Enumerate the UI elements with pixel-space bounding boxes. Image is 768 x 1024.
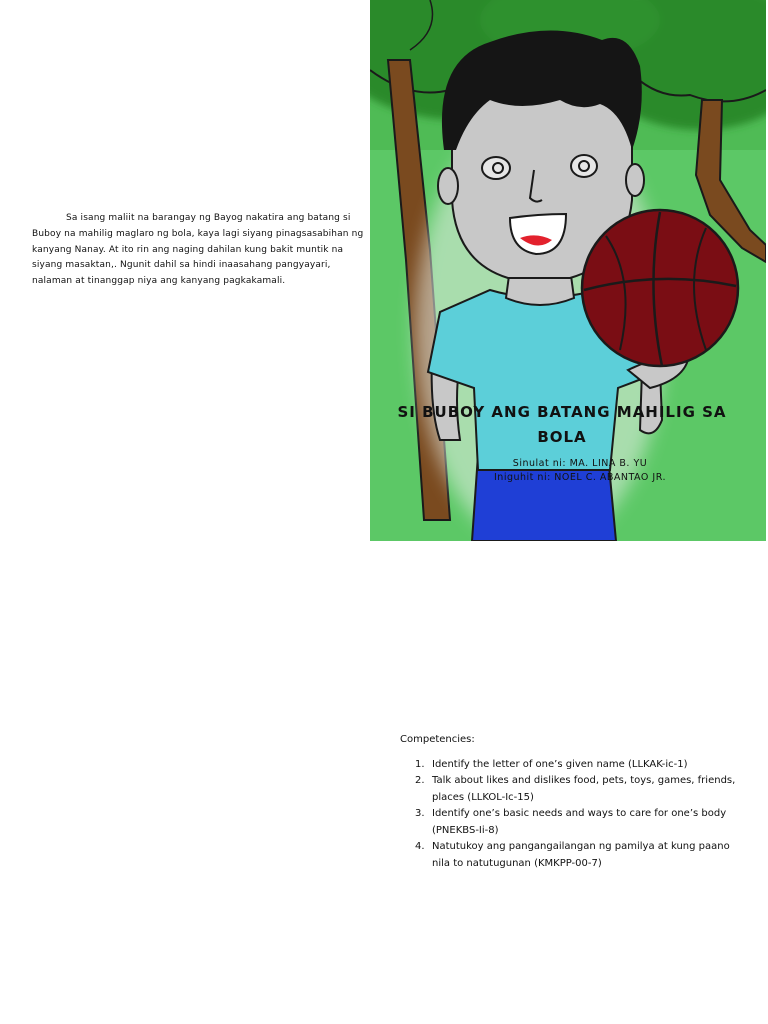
basketball xyxy=(582,210,738,366)
competency-text: Identify the letter of one’s given name (LLKAK-ic-1) xyxy=(432,758,688,770)
competencies-section xyxy=(400,732,740,872)
competency-number: 2. xyxy=(415,775,425,786)
illustrator-credit: Iniguhit ni: NOEL C. ABANTAO JR. xyxy=(494,472,666,483)
competency-text: Talk about likes and dislikes food, pets, toys, games, friends, places (LLKOL-Ic-15) xyxy=(432,775,736,803)
book-cover xyxy=(370,0,766,541)
competency-number: 1. xyxy=(415,758,425,770)
competency-number: 4. xyxy=(415,841,425,852)
competencies-list xyxy=(400,757,740,873)
competency-item xyxy=(400,839,740,872)
competency-number: 3. xyxy=(415,808,425,819)
book-title: SI BUBOY ANG BATANG MAHILIG SA BOLA xyxy=(397,403,727,446)
competencies-heading: Competencies: xyxy=(400,734,475,745)
author-credit: Sinulat ni: MA. LINA B. YU xyxy=(512,458,648,469)
competency-text: Natutukoy ang pangangailangan ng pamilya at kung paano nila to natutugunan (KMKPP-00-7) xyxy=(432,841,730,869)
story-summary: Sa isang maliit na barangay ng Bayog nakatira ang batang si Buboy na mahilig maglaro ng bola, kaya lagi siyang pinagsasabihan ng kanyang Nanay. At ito rin ang naging dahilan kung bakit muntik na siyang masaktan,. Ngunit dahil sa hindi inaasahang pangyayari, nalaman at tinanggap niya ang kanyang pagkakamali. xyxy=(32,213,364,287)
competency-item xyxy=(400,773,740,806)
competency-item xyxy=(400,806,740,839)
competency-text: Identify one’s basic needs and ways to care for one’s body (PNEKBS-Ii-8) xyxy=(432,808,727,836)
competency-item xyxy=(400,757,740,774)
